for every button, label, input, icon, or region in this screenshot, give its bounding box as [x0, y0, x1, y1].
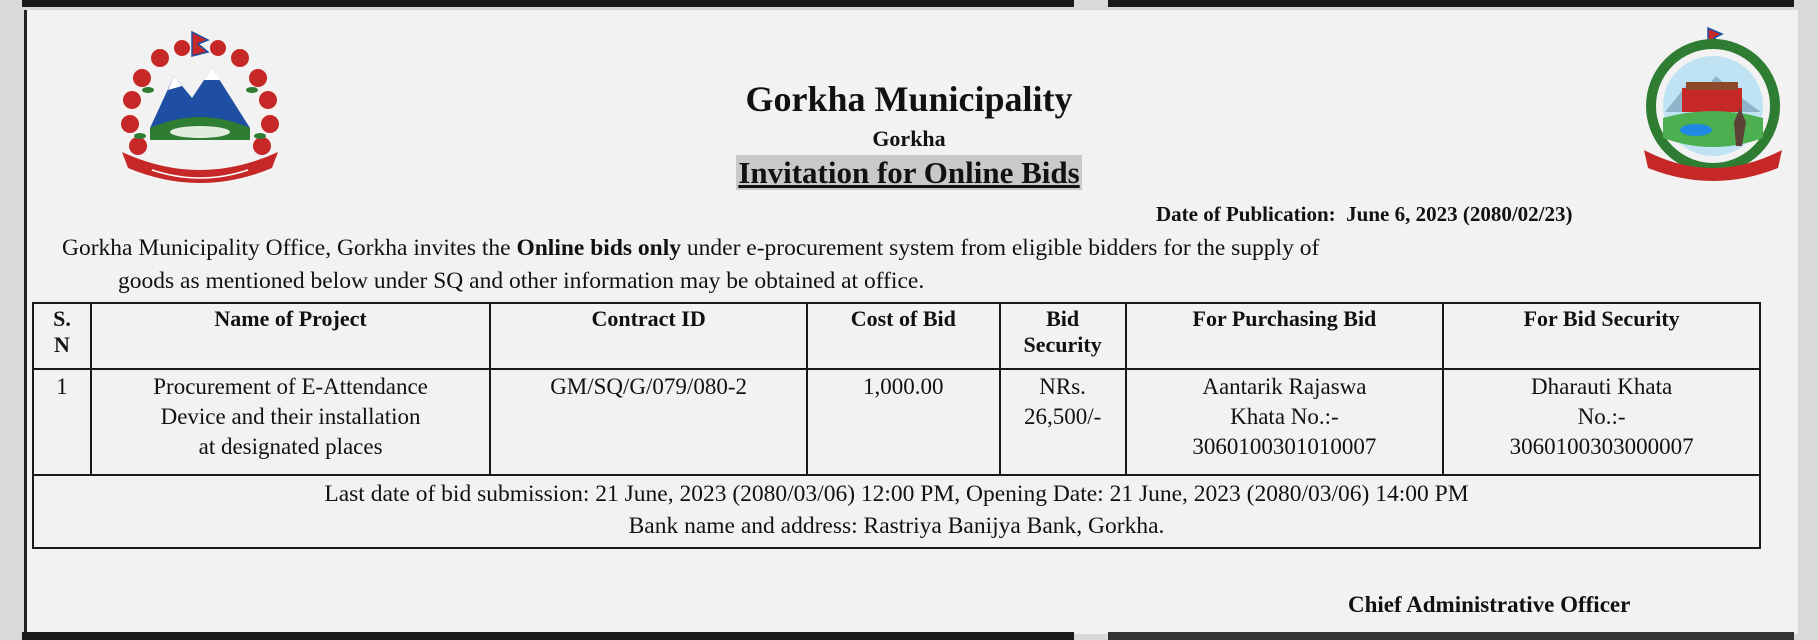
cell-contract: GM/SQ/G/079/080-2 [490, 369, 807, 475]
purchasing-line2: Khata No.:- [1230, 404, 1339, 429]
intro-text-a: Gorkha Municipality Office, Gorkha invites the [62, 235, 517, 261]
notice-title-text: Invitation for Online Bids [738, 155, 1080, 190]
cell-bid-security [1443, 369, 1760, 475]
header-cost: Cost of Bid [807, 303, 1000, 369]
cell-cost: 1,000.00 [807, 369, 1000, 475]
bid-security-line2: No.:- [1577, 404, 1626, 429]
cell-sn: 1 [33, 369, 91, 475]
header-sn-line1: S. [53, 306, 71, 331]
municipality-name: Gorkha Municipality [745, 79, 1073, 119]
district-name: Gorkha [872, 126, 946, 151]
header-project: Name of Project [91, 303, 490, 369]
submission-dates: Last date of bid submission: 21 June, 2023 (2080/03/06) 12:00 PM, Opening Date: 21 June, 2023 (2080/03/06) 14:00 PM [324, 481, 1469, 507]
top-border-left [22, 0, 1074, 7]
header-security [1000, 303, 1126, 369]
security-line1: NRs. [1039, 374, 1086, 399]
intro-line-1 [62, 232, 1752, 265]
bank-info: Bank name and address: Rastriya Banijya Bank, Gorkha. [628, 513, 1165, 539]
security-line2: 26,500/- [1023, 404, 1102, 429]
submission-info [33, 475, 1760, 548]
table-row [33, 369, 1760, 475]
bid-security-line3: 3060100303000007 [1509, 434, 1694, 459]
header-purchasing: For Purchasing Bid [1126, 303, 1444, 369]
header-security-line2: Security [1023, 332, 1102, 357]
bottom-border-right [1108, 632, 1794, 640]
publication-label: Date of Publication: [1156, 202, 1336, 226]
intro-line-2: goods as mentioned below under SQ and other information may be obtained at office. [118, 268, 925, 294]
cell-project [91, 369, 490, 475]
bottom-border-left [22, 632, 1074, 640]
table-header-row [33, 303, 1760, 369]
bid-table [32, 302, 1761, 549]
table-footer-row [33, 475, 1760, 548]
header-security-line1: Bid [1046, 306, 1080, 331]
intro-bold-text: Online bids only [516, 235, 682, 261]
purchasing-line1: Aantarik Rajaswa [1202, 374, 1367, 399]
intro-paragraph [62, 232, 1752, 298]
header-sn-line2: N [54, 332, 70, 357]
header-bid-security: For Bid Security [1443, 303, 1760, 369]
publication-date [1156, 202, 1573, 227]
purchasing-line3: 3060100301010007 [1192, 434, 1377, 459]
publication-date-value: June 6, 2023 (2080/02/23) [1346, 202, 1573, 226]
project-line1: Procurement of E-Attendance [153, 374, 428, 399]
project-line3: at designated places [198, 434, 383, 459]
cell-security [1000, 369, 1126, 475]
top-border-right [1108, 0, 1794, 7]
bid-security-line1: Dharauti Khata [1531, 374, 1673, 399]
header-sn [33, 303, 91, 369]
cell-purchasing [1126, 369, 1444, 475]
signatory-title: Chief Administrative Officer [1348, 592, 1631, 617]
intro-text-b: under e-procurement system from eligible bidders for the supply of [681, 235, 1320, 261]
header-contract: Contract ID [490, 303, 807, 369]
project-line2: Device and their installation [160, 404, 421, 429]
notice-title [0, 155, 1818, 191]
